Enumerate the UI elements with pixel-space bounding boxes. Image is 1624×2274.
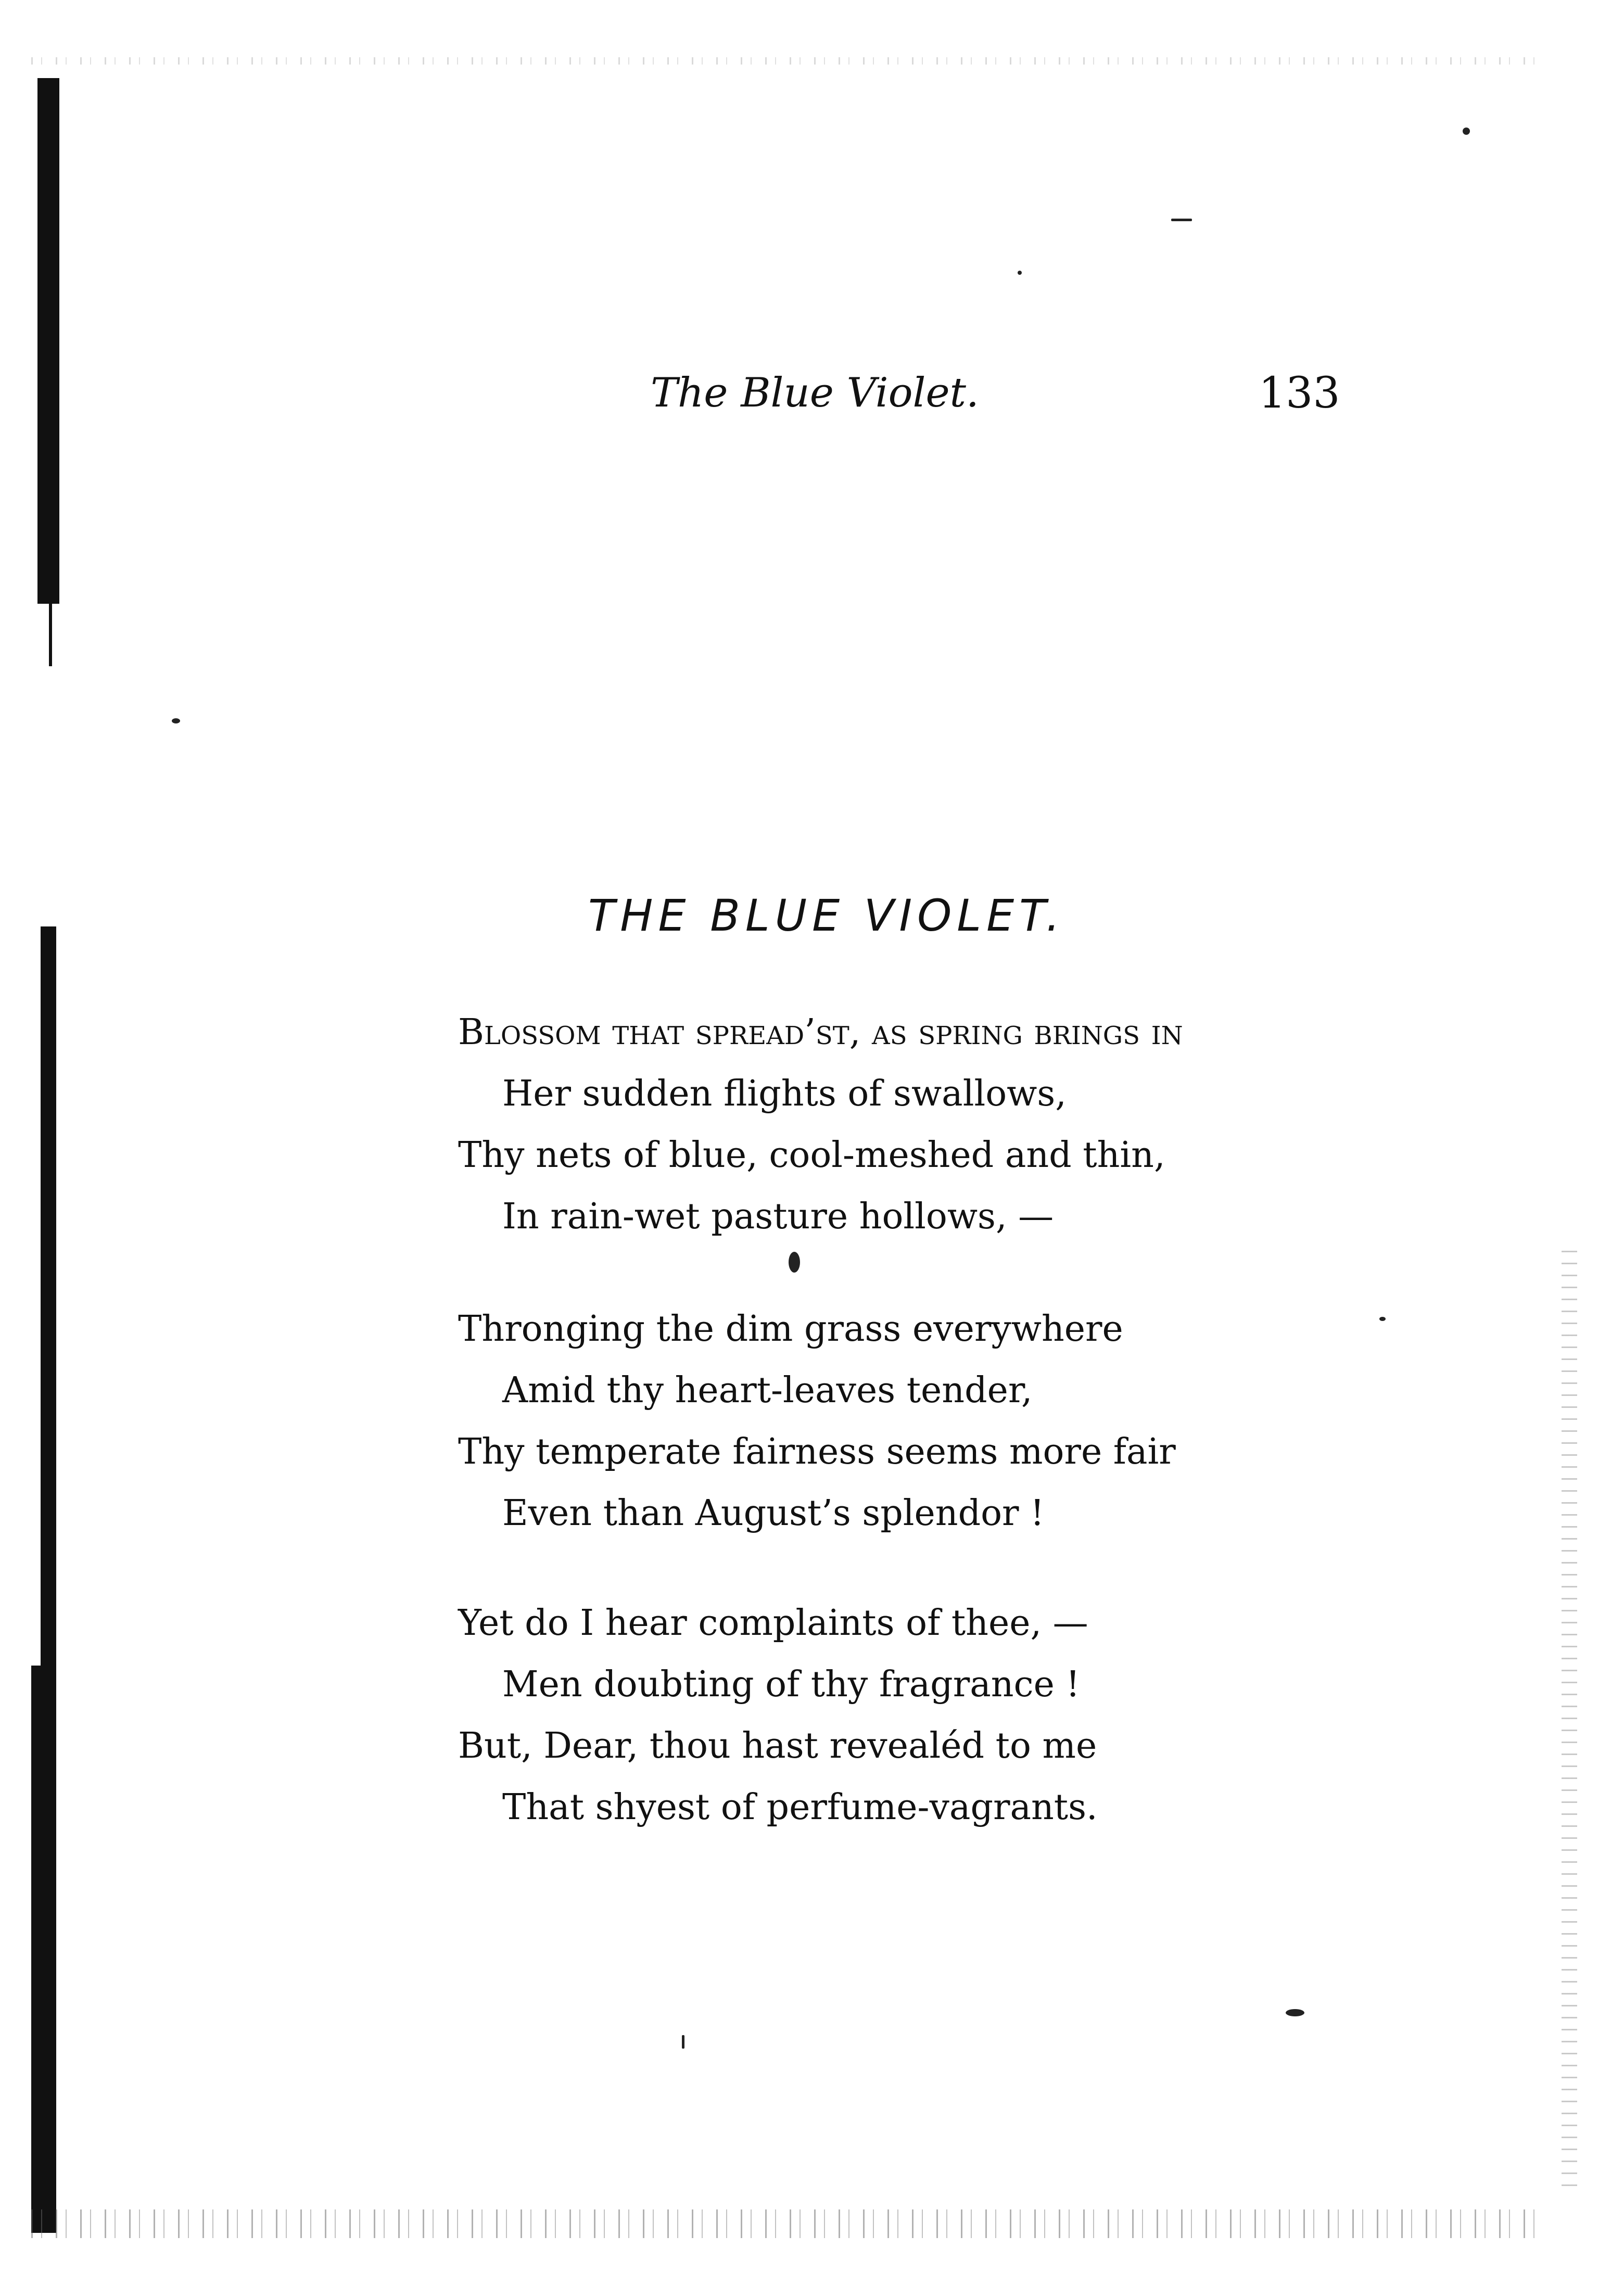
poem-line: Even than August’s splendor ! xyxy=(502,1493,1045,1534)
ink-blot xyxy=(1286,2009,1304,2016)
page-speckle-bottom xyxy=(31,2209,1541,2238)
ink-speck xyxy=(682,2035,684,2049)
ink-speck xyxy=(172,718,180,723)
page-number: 133 xyxy=(1259,369,1340,418)
stanza-3 xyxy=(458,1593,1098,1838)
ink-blot xyxy=(789,1252,800,1273)
stanza-1 xyxy=(458,1002,1183,1248)
binding-edge-shadow xyxy=(49,599,52,666)
poem-line: Men doubting of thy fragrance ! xyxy=(502,1664,1080,1705)
poem-line: Thy nets of blue, cool-meshed and thin, xyxy=(458,1135,1165,1176)
running-title: The Blue Violet. xyxy=(651,370,979,416)
ink-speck xyxy=(1379,1317,1386,1321)
poem-line: Yet do I hear complaints of thee, — xyxy=(458,1603,1088,1644)
poem-line: Thronging the dim grass everywhere xyxy=(458,1308,1123,1350)
stanza-2 xyxy=(458,1299,1176,1544)
poem-title: THE BLUE VIOLET. xyxy=(588,890,1065,941)
poem-line: Blossom that spread’st, as spring brings in xyxy=(458,1012,1183,1053)
poem-line: Her sudden flights of swallows, xyxy=(502,1073,1067,1114)
ink-speck xyxy=(1171,219,1192,221)
binding-edge-shadow xyxy=(37,78,59,604)
poem-line: In rain-wet pasture hollows, — xyxy=(502,1196,1054,1237)
poem-line: But, Dear, thou hast revealéd to me xyxy=(458,1725,1097,1767)
page-speckle-right xyxy=(1562,1249,1577,2186)
poem-line: Thy temperate fairness seems more fair xyxy=(458,1431,1176,1472)
ink-speck xyxy=(1463,128,1470,135)
poem-line: Amid thy heart-leaves tender, xyxy=(502,1370,1033,1411)
page-speckle-top xyxy=(31,57,1541,65)
binding-edge-shadow xyxy=(31,1666,56,2233)
ink-speck xyxy=(1018,271,1022,275)
binding-edge-shadow xyxy=(41,926,56,1666)
poem-line: That shyest of perfume-vagrants. xyxy=(502,1787,1098,1828)
